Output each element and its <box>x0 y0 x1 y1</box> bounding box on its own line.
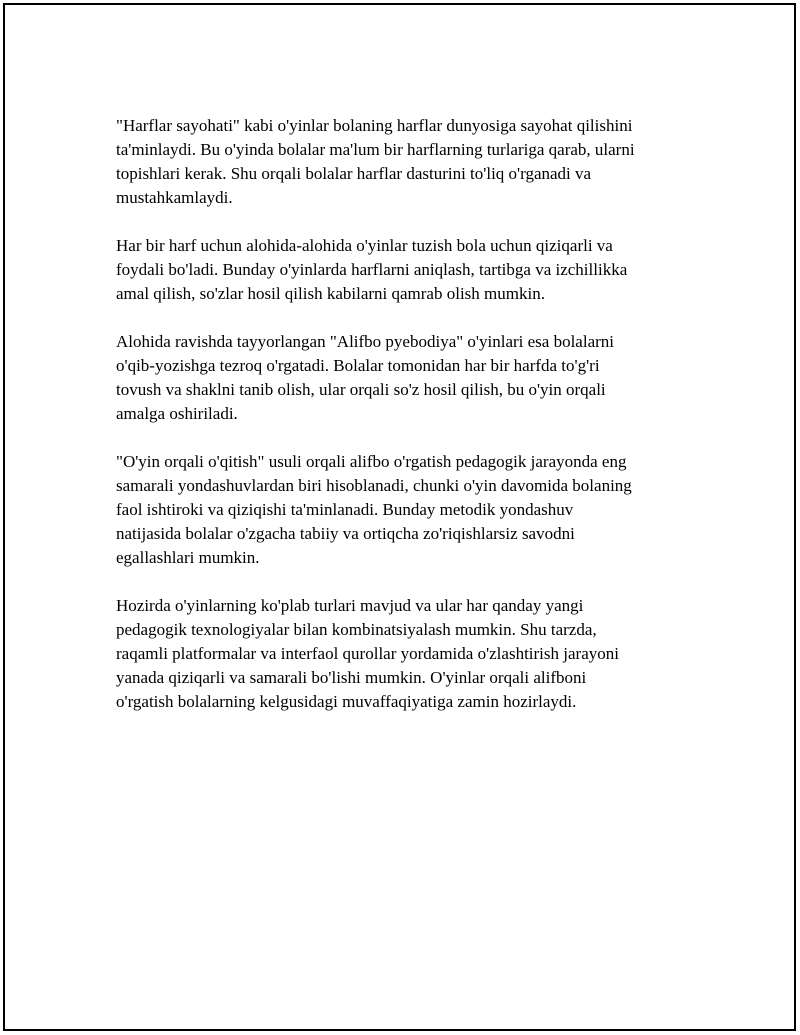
text-line: pedagogik texnologiyalar bilan kombinatsiyalash mumkin. Shu tarzda, <box>116 620 597 639</box>
text-line: amal qilish, so'zlar hosil qilish kabilarni qamrab olish mumkin. <box>116 284 545 303</box>
text-line: egallashlari mumkin. <box>116 548 260 567</box>
text-line: o'qib-yozishga tezroq o'rgatadi. Bolalar tomonidan har bir harfda to'g'ri <box>116 356 600 375</box>
text-line: Hozirda o'yinlarning ko'plab turlari mavjud va ular har qanday yangi <box>116 596 584 615</box>
text-line: "O'yin orqali o'qitish" usuli orqali alifbo o'rgatish pedagogik jarayonda eng <box>116 452 627 471</box>
text-line: raqamli platformalar va interfaol qurollar yordamida o'zlashtirish jarayoni <box>116 644 619 663</box>
text-line: mustahkamlaydi. <box>116 188 233 207</box>
document-body <box>116 114 686 738</box>
paragraph <box>116 234 686 306</box>
text-line: Alohida ravishda tayyorlangan "Alifbo pyebodiya" o'yinlari esa bolalarni <box>116 332 614 351</box>
paragraph <box>116 450 686 570</box>
paragraph <box>116 114 686 210</box>
paragraph <box>116 330 686 426</box>
text-line: tovush va shaklni tanib olish, ular orqali so'z hosil qilish, bu o'yin orqali <box>116 380 606 399</box>
text-line: Har bir harf uchun alohida-alohida o'yinlar tuzish bola uchun qiziqarli va <box>116 236 613 255</box>
text-line: faol ishtiroki va qiziqishi ta'minlanadi. Bunday metodik yondashuv <box>116 500 574 519</box>
text-line: "Harflar sayohati" kabi o'yinlar bolaning harflar dunyosiga sayohat qilishini <box>116 116 633 135</box>
text-line: natijasida bolalar o'zgacha tabiiy va ortiqcha zo'riqishlarsiz savodni <box>116 524 575 543</box>
text-line: topishlari kerak. Shu orqali bolalar harflar dasturini to'liq o'rganadi va <box>116 164 592 183</box>
text-line: foydali bo'ladi. Bunday o'yinlarda harflarni aniqlash, tartibga va izchillikka <box>116 260 628 279</box>
text-line: samarali yondashuvlardan biri hisoblanadi, chunki o'yin davomida bolaning <box>116 476 632 495</box>
text-line: yanada qiziqarli va samarali bo'lishi mumkin. O'yinlar orqali alifboni <box>116 668 587 687</box>
text-line: ta'minlaydi. Bu o'yinda bolalar ma'lum bir harflarning turlariga qarab, ularni <box>116 140 635 159</box>
text-line: o'rgatish bolalarning kelgusidagi muvaffaqiyatiga zamin hozirlaydi. <box>116 692 577 711</box>
paragraph <box>116 594 686 714</box>
text-line: amalga oshiriladi. <box>116 404 238 423</box>
